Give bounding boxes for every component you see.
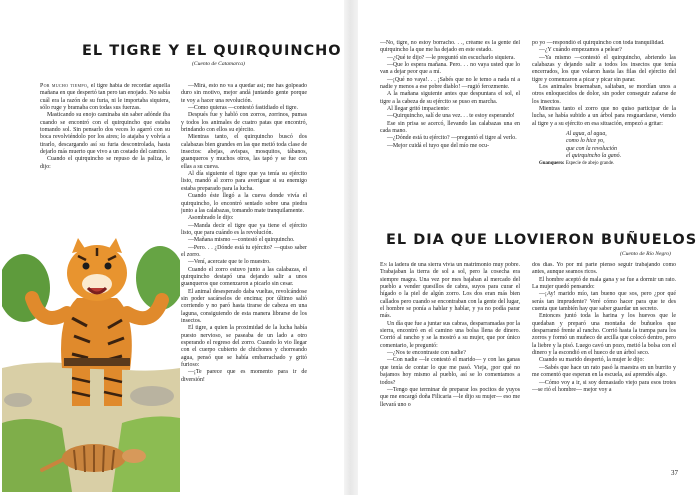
paragraph: El animal desesperado daba vueltas, revolcándose sin poder sacárselos de encima; por último salió corriendo y no paró hasta tirarse de cabeza en una laguna, consiguiendo de esta manera librarse de los insectos. bbox=[181, 288, 307, 324]
text-column-right-4 bbox=[532, 262, 676, 484]
paragraph: Después fue y habló con zorros, zorrinos, pumas y todos los animales de cuatro patas que encontró, brindando con ellos su ejército. bbox=[181, 112, 307, 134]
paragraph: —¡Ay! marido mío, tan bueno que sos, pero ¿por qué serás tan imprudente? Veré cómo hacer para que te des cuenta que también hay que saber guardar un secreto. bbox=[532, 291, 676, 313]
paragraph-text: la ladera de una sierra vivía un matrimonio muy pobre. Trabajaban la tierra de sol a sol, pero la cosecha era siempre magra. Una vez por mes bajaban al mercado del pueblo a vender quesillos de cabra, suyos para curar el hígado o la piel de algún zorro. Los dos eran más bien callados pero cuando se encontraban con la gente del lugar, el hombre se ponía a hablar y hablar, y ya no podía parar más. bbox=[380, 262, 520, 320]
paragraph: —Mañana mismo —contestó el quirquincho. bbox=[188, 237, 295, 244]
paragraph: —¿Dónde está tu ejército? —preguntó el tigre al verlo. bbox=[387, 135, 517, 142]
poem-verse bbox=[566, 131, 676, 160]
paragraph: Al día siguiente el tigre que ya tenía su ejército listo, mandó al zorro para averiguar si su enemigo estaba preparado para la lucha. bbox=[181, 171, 307, 192]
paragraph: —Cómo voy a ir, si soy demasiado viejo para esos trotes —se rió el hombre— mejor voy a bbox=[532, 379, 676, 393]
tiger-belt bbox=[64, 358, 130, 366]
paragraph: Cuando el zorro estuvo junto a las calabazas, el quirquincho destapó una dejando salir a unos guanqueros que comenzaron a picarlo sin cesar. bbox=[181, 266, 307, 288]
text-column-right-3 bbox=[380, 262, 520, 484]
text-column-right-1 bbox=[380, 40, 520, 228]
paragraph: A la mañana siguiente antes que despuntara el sol, el tigre a la cabeza de su ejército se puso en marcha. bbox=[380, 91, 520, 105]
text-column-right-2 bbox=[532, 40, 676, 230]
paragraph: —Como quieras —contestó fastidiado el tigre. bbox=[188, 105, 298, 112]
armadillo-head bbox=[122, 449, 146, 463]
paragraph: —No, tigre, no estoy borracho. . ., créame es la gente del quirquincho la que me ha dejado en este estado. bbox=[380, 40, 520, 54]
right-page bbox=[358, 0, 700, 495]
paragraph: po yo —respondió el quirquincho con toda tranquilidad. bbox=[532, 40, 665, 46]
paragraph: Asombrado le dijo: bbox=[188, 215, 234, 222]
paragraph-text: el tigre había de recordar aquella mañana en que despertó tan pero tan enojado. No sabía cuál era la razón de su furia, ni le importaba siquiera, sólo ruge y bramaba con todas sus fuerzas. bbox=[40, 83, 170, 112]
paragraph: —Vení, acercate que te lo muestro. bbox=[188, 259, 271, 266]
book-gutter bbox=[344, 0, 358, 495]
paragraph: Cuando el quirquincho se repuso de la paliza, le dijo: bbox=[40, 156, 170, 170]
paragraph: —¿Y cuándo empezamos a pelear? bbox=[539, 47, 622, 54]
poem-line: Al agua, al agua, bbox=[566, 131, 607, 138]
story-title-bunuelos: EL DIA QUE LLOVIERON BUÑUELOS bbox=[386, 232, 698, 248]
paragraph: —Tengo que terminar de preparar los pocitos de yuyos que me encargó doña Filicaria —le dijo su mujer— eso me llevará uno o bbox=[380, 386, 520, 408]
rock-shape bbox=[4, 393, 32, 407]
tiger-and-armadillo-illustration bbox=[2, 218, 180, 492]
paragraph: Ese sin prisa se acercó, llevando las calabazas una en cada mano. bbox=[380, 120, 520, 135]
poem-line: el quirquincho la ganó. bbox=[566, 153, 622, 160]
paragraph: —Manda decir el tigre que ya tiene el ejército listo, que para cuándo es la revolución. bbox=[181, 222, 307, 236]
text-column-left-2 bbox=[181, 83, 307, 485]
paragraph: —¿Qué te dijo? —le preguntó sin escucharlo siquiera. bbox=[387, 54, 515, 61]
paragraph: —¿Nos te encontraste con nadie? bbox=[387, 350, 466, 357]
tiger-leg bbox=[104, 366, 122, 406]
text-column-left-1 bbox=[40, 83, 170, 225]
paragraph: Cuando éste llegó a la cueva donde vivía el quirquincho, lo encontró sentado sobre una piedra junto a las calabazas, tomando mate tranquilamente. bbox=[181, 193, 307, 214]
paragraph bbox=[40, 83, 170, 112]
paragraph: —Sabés que hace un rato pasó la maestra en un burrito y me comentó que esperan en la escuela, así aprendés algo. bbox=[532, 364, 676, 379]
opening-words: En bbox=[380, 262, 388, 268]
paragraph: —¡Te parece que es momento para ir de diversión! bbox=[181, 369, 307, 383]
tiger-eye bbox=[83, 263, 90, 270]
poem-line: como lo hice yo, bbox=[566, 138, 605, 145]
opening-words: Por mucho tiempo, bbox=[40, 83, 89, 89]
poem-line: que con la revolución bbox=[566, 145, 617, 152]
tiger-arm bbox=[32, 298, 67, 318]
tiger-arm bbox=[127, 300, 162, 318]
paragraph: —Que lo espera mañana. Pero. . . no vaya usted que lo van a dejar peor que a mí. bbox=[380, 62, 520, 76]
tiger-mouth bbox=[88, 288, 106, 293]
story-subtitle-tigre: (Cuento de Catamarca) bbox=[192, 61, 245, 67]
story-subtitle-bunuelos: (Cuento de Río Negro) bbox=[620, 251, 671, 257]
paragraph: El tigre, a quien la proximidad de la lucha había puesto nervioso, se paseaba de un lado a otro esperando el regreso del zorro. Cuando lo vio llegar con el cuerpo cubierto de chichones y chorreando agua, pensó que se había embarrachado y gritó furioso: bbox=[181, 325, 307, 369]
paragraph: Mientras tanto el zorro que no quiso participar de la lucha, se había subido a un árbol para resguardarse, viendo al tigre y a su ejército en esa situación, empezó a gritar: bbox=[532, 106, 676, 127]
left-page bbox=[0, 0, 346, 495]
paragraph: —Mejor cuidá el tuyo que del mío me ocu- bbox=[387, 142, 490, 149]
paragraph: Cuando su marido despertó, la mujer le dijo: bbox=[539, 357, 645, 364]
paragraph: —Con nadie —le contestó el marido— y con las ganas que tenía de contar lo que me pasó. Vieja, ¡por qué no bajamos hoy mismo al pueblo, así se lo comentamos a todos? bbox=[380, 357, 520, 386]
tiger-leg bbox=[72, 366, 90, 406]
paragraph: Los animales braemaban, saltaban, se mordían unos a otros enloquecidos de dolor, sin poder conseguir zafarse de los insectos. bbox=[532, 84, 676, 105]
paragraph: El hombre aceptó de mala gana y se fue a dormir un rato. La mujer quedó pensando: bbox=[532, 276, 676, 291]
footnote-text: Especie de abejo grande. bbox=[564, 160, 615, 166]
paragraph: —Quirquincho, salí de una vez. . . te estoy esperando! bbox=[387, 113, 515, 120]
paragraph: Al llegar gritó impaciente: bbox=[387, 106, 450, 113]
paragraph: —Ya mismo —contestó el quirquincho, abriendo las calabazas y dejando salir a todos los insectos que tenía encerrados, los que volaron hasta las filas del ejército del tigre y comenzaron a picar y picar sin parar. bbox=[532, 54, 676, 83]
paragraph: —Pero. . . ¿Dónde está tu ejército? —quiso saber el zorro. bbox=[181, 244, 307, 258]
paragraph: —Mirá, esto no va a quedar así; me has golpeado duro sin motivo, mejor andá juntando gente porque te voy a hacer una revolución. bbox=[181, 83, 307, 104]
tiger-eye bbox=[105, 263, 112, 270]
paragraph: Masticando su enojo caminaba sin saber adónde iba cuando se encontró con el quirquincho que estaba tomando sol. Sin pensarlo dos veces lo agarró con su boca revolviéndolo por los aires; lo atajaba y volvía a tirarlo, descargando así su furia descontrolada, hasta dejarlo más muerto que vivo a un costado del camino. bbox=[40, 112, 170, 156]
paragraph bbox=[380, 262, 520, 321]
paragraph: Mientras tanto, el quirquincho buscó dos calabazas bien grandes en las que metió toda clase de insectos: abejas, avispas, mosquitos, tábanos, guanqueros y muchos otros, las tapó y se fue con ellas a su cueva. bbox=[181, 134, 307, 170]
paragraph: dos días. Yo por mi parte pienso seguir trabajando como antes, aunque seamos ricos. bbox=[532, 262, 676, 276]
footnote-term: Guanquero: bbox=[539, 160, 565, 166]
footnote bbox=[532, 161, 676, 167]
grass-patch bbox=[2, 419, 72, 492]
page-number: 37 bbox=[671, 469, 678, 477]
paragraph: Entonces juntó toda la harina y los huevos que le quedaban y preparó una montaña de buñuelos que desparramó frente al rancho. Corrió hasta la trampa para los zorros y formó un muñeco de arcilla que colocó dentro, pero la liebre y la pisó. Luego cavó un pozo, metió la bolsa con el dinero y la escondió en el hueco de un árbol seco. bbox=[532, 313, 676, 357]
story-title-tigre: EL TIGRE Y EL QUIRQUINCHO bbox=[82, 43, 342, 59]
paragraph: —¡Qué no vaya!. . . ¡Sabés que no le temo a nada ni a nadie y menos a ese pobre diablo! —rugió ferozmente. bbox=[380, 76, 520, 91]
rock-shape bbox=[130, 386, 174, 406]
paragraph: Un día que fue a juntar sus cabras, desparramadas por la sierra, encontró en el camino una bolsa llena de dinero. Corrió al rancho y se la mostró a su mujer, que por único comentario, le preguntó: bbox=[380, 320, 520, 349]
